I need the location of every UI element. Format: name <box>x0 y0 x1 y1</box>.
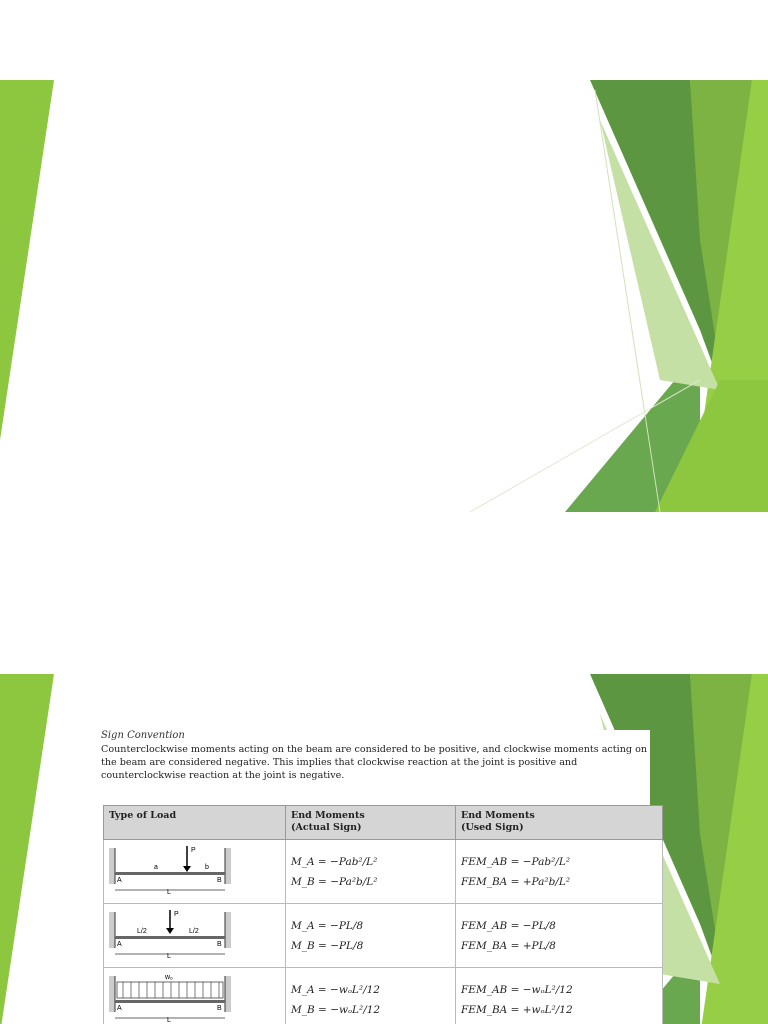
svg-text:a: a <box>154 864 158 871</box>
svg-text:L/2: L/2 <box>189 928 199 935</box>
equation-ma: M_A = −wₒL²/12 <box>291 983 380 996</box>
svg-text:b: b <box>205 864 209 871</box>
used-sign-cell <box>456 968 663 1024</box>
svg-text:P: P <box>191 847 196 854</box>
table-row <box>104 904 663 968</box>
svg-text:L: L <box>167 1017 171 1024</box>
svg-text:L: L <box>167 889 171 896</box>
equation-mb: M_B = −wₒL²/12 <box>291 1003 381 1016</box>
equation-ma: M_A = −Pab²/L² <box>291 855 378 868</box>
left-green-wedge <box>0 80 54 440</box>
equation-fem-ab: FEM_AB = −PL/8 <box>461 919 556 932</box>
equation-mb: M_B = −Pa²b/L² <box>291 875 378 888</box>
slide-content <box>101 730 650 1024</box>
beam-diagram-cell <box>104 840 286 904</box>
equation-fem-ab: FEM_AB = −wₒL²/12 <box>461 983 573 996</box>
actual-sign-cell <box>286 968 456 1024</box>
slide-1-decoration <box>0 80 768 512</box>
uniform-load-beam-diagram <box>109 970 231 1024</box>
fixed-end-moment-table <box>103 805 663 1024</box>
used-sign-cell <box>456 904 663 968</box>
header-type-of-load: Type of Load <box>104 806 286 840</box>
equation-fem-ab: FEM_AB = −Pab²/L² <box>461 855 571 868</box>
header-used-sign: End Moments (Used Sign) <box>456 806 663 840</box>
table-row <box>104 840 663 904</box>
slide-2 <box>0 674 768 1024</box>
svg-text:B: B <box>217 877 222 884</box>
svg-text:B: B <box>217 1005 222 1012</box>
equation-mb: M_B = −PL/8 <box>291 939 364 952</box>
svg-text:L: L <box>167 953 171 960</box>
equation-fem-ba: FEM_BA = +Pa²b/L² <box>461 875 571 888</box>
equation-fem-ba: FEM_BA = +PL/8 <box>461 939 556 952</box>
beam-diagram-cell <box>104 968 286 1024</box>
point-load-beam-diagram <box>109 842 231 898</box>
svg-text:B: B <box>217 941 222 948</box>
used-sign-cell <box>456 840 663 904</box>
table-row <box>104 968 663 1024</box>
sign-convention-text: Counterclockwise moments acting on the beam are considered to be positive, and clockwise moments acting on the beam are considered negative. This implies that clockwise reaction at the joint is positive and counterclockwise reaction at the joint is negative. <box>101 744 648 781</box>
slide-1 <box>0 80 768 512</box>
actual-sign-cell <box>286 904 456 968</box>
svg-text:A: A <box>117 877 122 884</box>
svg-text:P: P <box>174 911 179 918</box>
actual-sign-cell <box>286 840 456 904</box>
left-green-wedge <box>0 674 54 1024</box>
svg-text:wₒ: wₒ <box>165 974 173 981</box>
equation-fem-ba: FEM_BA = +wₒL²/12 <box>461 1003 573 1016</box>
svg-text:A: A <box>117 941 122 948</box>
midspan-load-beam-diagram <box>109 906 231 962</box>
table-header-row <box>104 806 663 840</box>
beam-diagram-cell <box>104 904 286 968</box>
svg-text:L/2: L/2 <box>137 928 147 935</box>
svg-text:A: A <box>117 1005 122 1012</box>
equation-ma: M_A = −PL/8 <box>291 919 364 932</box>
sign-convention-title: Sign Convention <box>101 730 185 741</box>
header-actual-sign: End Moments (Actual Sign) <box>286 806 456 840</box>
